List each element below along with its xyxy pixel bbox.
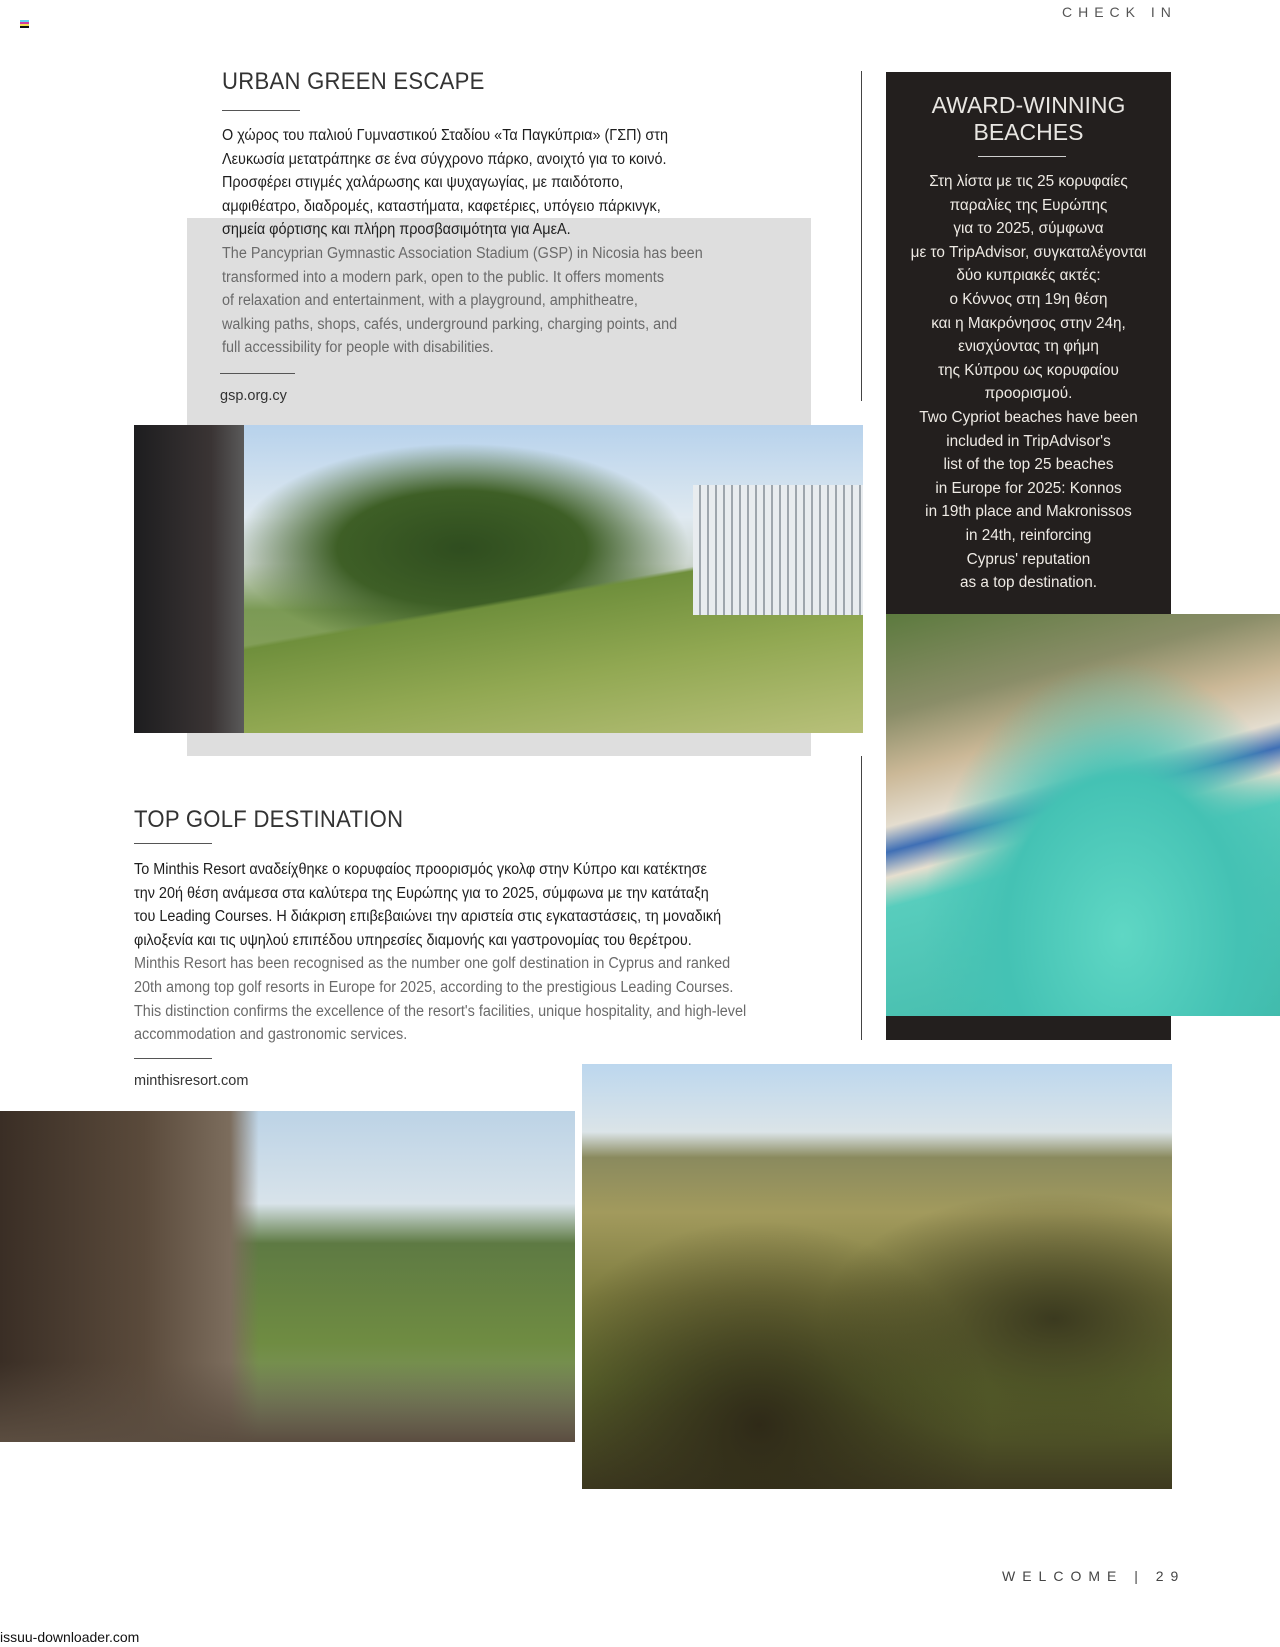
column-divider: [861, 71, 862, 401]
english-line: of relaxation and entertainment, with a playground, amphitheatre,: [222, 292, 638, 310]
greek-line: Προσφέρει στιγμές χαλάρωσης και ψυχαγωγίας, με παιδότοπο,: [222, 174, 624, 192]
beach-text-line: included in TripAdvisor's: [946, 432, 1111, 450]
minthis-link[interactable]: minthisresort.com: [134, 1073, 249, 1089]
column-divider: [861, 756, 862, 1040]
stadium-park-photo: [134, 425, 863, 733]
title-line: BEACHES: [973, 119, 1084, 145]
divider: [134, 1058, 212, 1059]
beach-text-line: Στη λίστα με τις 25 κορυφαίες: [929, 173, 1128, 190]
beach-text-line: as a top destination.: [960, 574, 1097, 592]
divider: [978, 156, 1066, 157]
beach-text-line: ενισχύοντας τη φήμη: [958, 338, 1099, 356]
golf-title: TOP GOLF DESTINATION: [134, 806, 404, 833]
urban-text: [222, 124, 703, 360]
beach-text-line: της Κύπρου ως κορυφαίου: [938, 361, 1119, 379]
beach-text-line: και η Μακρόνησος στην 24η,: [931, 314, 1126, 332]
resort-terrace-photo: [0, 1111, 575, 1442]
english-line: full accessibility for people with disabilities.: [222, 339, 494, 357]
beach-text-line: Cyprus' reputation: [966, 550, 1091, 568]
english-line: walking paths, shops, cafés, underground parking, charging points, and: [222, 315, 678, 333]
english-line: The Pancyprian Gymnastic Association Stadium (GSP) in Nicosia has been: [222, 244, 703, 262]
beach-text-line: in Europe for 2025: Konnos: [935, 479, 1122, 497]
urban-title: URBAN GREEN ESCAPE: [222, 68, 485, 95]
english-line: accommodation and gastronomic services.: [134, 1026, 408, 1044]
greek-line: Λευκωσία μετατράπηκε σε ένα σύγχρονο πάρκο, ανοιχτό για το κοινό.: [222, 150, 667, 168]
beach-text-line: in 24th, reinforcing: [965, 526, 1092, 544]
beach-text-line: παραλίες της Ευρώπης: [949, 196, 1108, 214]
divider: [220, 373, 295, 374]
title-line: AWARD-WINNING: [931, 92, 1126, 118]
greek-line: σημεία φόρτισης και πλήρη προσβασιμότητα για ΑμεΑ.: [222, 221, 571, 239]
footer-section: WELCOME: [1002, 1568, 1124, 1584]
beach-text-line: in 19th place and Makronissos: [925, 503, 1132, 521]
greek-line: Ο χώρος του παλιού Γυμναστικού Σταδίου «Τα Παγκύπρια» (ΓΣΠ) στη: [222, 127, 668, 144]
beach-aerial-photo: [886, 614, 1280, 1016]
beach-text-line: με το TripAdvisor, συγκαταλέγονται: [910, 243, 1147, 261]
divider: [134, 843, 212, 844]
greek-line: Το Minthis Resort αναδείχθηκε ο κορυφαίος προορισμός γκολφ στην Κύπρο και κατέκτησε: [134, 861, 707, 878]
english-line: 20th among top golf resorts in Europe for 2025, according to the prestigious Leading Courses.: [134, 978, 734, 996]
running-header: CHECK IN: [1062, 4, 1177, 20]
greek-line: φιλοξενία και τις υψηλού επιπέδου υπηρεσίες διαμονής και γαστρονομίας του θερέτρου.: [134, 931, 692, 949]
page-number: 29: [1155, 1568, 1186, 1584]
beach-text-line: για το 2025, σύμφωνα: [953, 220, 1104, 238]
golf-landscape-photo: [582, 1064, 1172, 1489]
golf-text: [134, 858, 746, 1047]
beach-text-line: Two Cypriot beaches have been: [919, 408, 1138, 426]
greek-line: αμφιθέατρο, διαδρομές, καταστήματα, καφετέριες, υπόγειο πάρκινγκ,: [222, 197, 661, 215]
beach-text-line: ο Κόννος στη 19η θέση: [949, 290, 1108, 308]
beach-text-line: list of the top 25 beaches: [943, 456, 1114, 474]
beaches-text: [886, 170, 1171, 595]
greek-line: του Leading Courses. Η διάκριση επιβεβαιώνει την αριστεία στις εγκαταστάσεις, τη μοναδική: [134, 908, 722, 926]
english-line: This distinction confirms the excellence of the resort's facilities, unique hospitality, and high-level: [134, 1002, 747, 1020]
footer-separator: |: [1134, 1568, 1145, 1584]
watermark: issuu-downloader.com: [0, 1629, 140, 1645]
color-bar-icon: [20, 20, 29, 28]
beach-text-line: δύο κυπριακές ακτές:: [956, 267, 1101, 285]
english-line: Minthis Resort has been recognised as the number one golf destination in Cyprus and ranked: [134, 955, 731, 973]
greek-line: την 20ή θέση ανάμεσα στα καλύτερα της Ευρώπης για το 2025, σύμφωνα με την κατάταξη: [134, 884, 709, 902]
divider: [222, 110, 300, 111]
beaches-title: [886, 92, 1171, 146]
page-footer: [1002, 1568, 1185, 1584]
english-line: transformed into a modern park, open to the public. It offers moments: [222, 268, 665, 286]
beach-text-line: προορισμού.: [984, 385, 1073, 403]
gsp-link[interactable]: gsp.org.cy: [220, 388, 287, 404]
